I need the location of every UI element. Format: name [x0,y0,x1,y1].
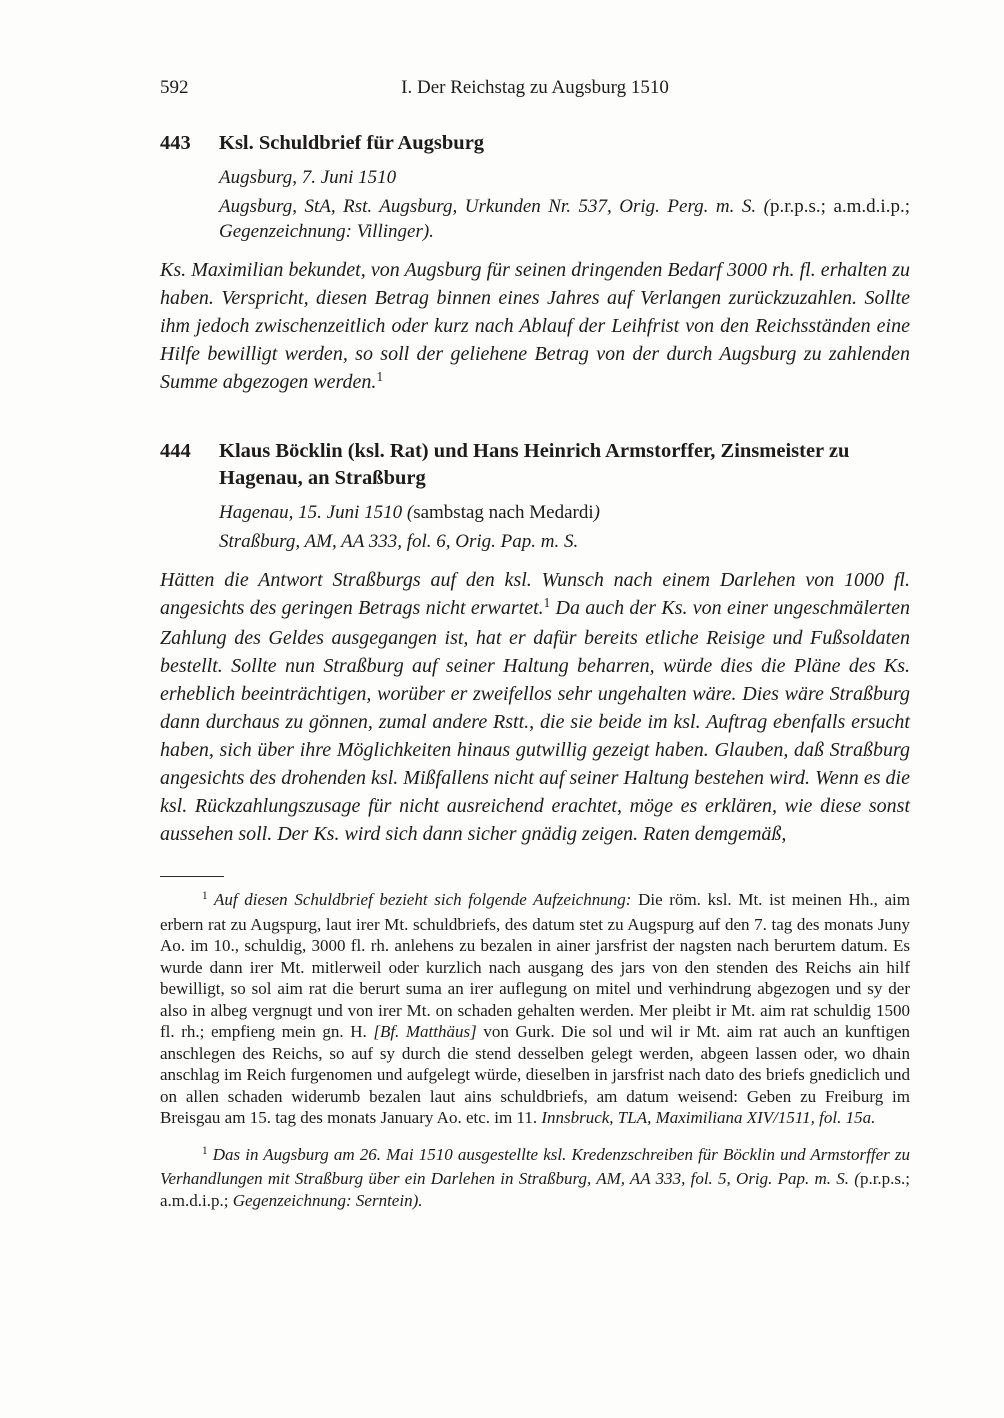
footnote-443-1: $^1$ Auf diesen Schuldbrief bezieht sich folgende Aufzeichnung: Die röm. ksl. Mt. ist meinen Hh., aim erbern rat zu Augspurg, laut irer Mt. schuldbriefs, des datum stet zu Augspurg auf den 7. tag des monats Juny Ao. im 10., schuldig, 3000 fl. rh. anlehens zu bezalen in ainer jarsfrist der nagsten nach berurtem datum. Es wurde dann irer Mt. mitlerweil oder kurzlich nach ausgang des jars von den stenden des Reichs ain hilf bewilligt, so sol aim rat die berurt suma an irer auflegung on mitel und verhindrung abgezogen und sy der also in albeg vergnugt und von irer Mt. on schaden gehalten werden. Mer pleibt ir Mt. aim rat schuldig 1500 fl. rh.; empfieng mein gn. H. [Bf. Matthäus] von Gurk. Die sol und wil ir Mt. aim rat auch an kunftigen anschlegen des Reichs, so auf sy durch die stend desselben gelegt werden, abgeen lassen oder, wo dhain anschlag im Reich furgenomen und aufgelegt würde, dieselben in jarsfrist nach dato des briefs gnediclich und on allen schaden widerumb bezalen laut ains schuldbriefs, am datum weisend: Geben zu Freiburg im Breisgau am 15. tag des monats January Ao. etc. im 11. Innsbruck, TLA, Maximiliana XIV/1511, fol. 15a. [160,890,910,1127]
entry-number: 443 [160,132,191,154]
page-number: 592 [160,77,189,98]
entry-source: Straßburg, AM, AA 333, fol. 6, Orig. Pap. m. S. [219,531,579,552]
page-header [160,76,910,100]
footnote-divider [160,876,224,877]
running-header: I. Der Reichstag zu Augsburg 1510 [401,77,669,98]
entry-source: Augsburg, StA, Rst. Augsburg, Urkunden Nr. 537, Orig. Perg. m. S. (p.r.p.s.; a.m.d.i.p.; Gegenzeichnung: Villinger). [219,196,910,242]
entry-summary: Hätten die Antwort Straßburgs auf den ksl. Wunsch nach einem Darlehen von 1000 fl. angesichts des geringen Betrags nicht erwartet.$^1$ Da auch der Ks. von einer ungeschmälerten Zahlung des Geldes ausgegangen ist, hat er dafür bereits etliche Reisige und Fußsoldaten bestellt. Sollte nun Straßburg auf seiner Haltung beharren, würde dies die Pläne des Ks. erheblich beeinträchtigen, worüber er zweifellos sehr ungehalten wäre. Dies wäre Straßburg dann durchaus zu gönnen, zumal andere Rstt., die sie beide im ksl. Auftrag ebenfalls ersucht haben, sich über ihre Möglichkeiten hinaus gutwillig gezeigt haben. Glauben, daß Straßburg angesichts des drohenden ksl. Mißfallens nicht auf seiner Haltung bestehen wird. Wenn es die ksl. Rückzahlungszusage für nicht ausreichend erachtet, möge es erklären, wie diese sonst aussehen soll. Der Ks. wird sich dann sicher gnädig zeigen. Raten demgemäß, [160,569,910,845]
footnote-444-1: $^1$ Das in Augsburg am 26. Mai 1510 ausgestellte ksl. Kredenzschreiben für Böcklin und Armstorffer zu Verhandlungen mit Straßburg über ein Darlehen in Straßburg, AM, AA 333, fol. 5, Orig. Pap. m. S. (p.r.p.s.; a.m.d.i.p.; Gegenzeichnung: Serntein). [160,1144,910,1210]
entry-summary: Ks. Maximilian bekundet, von Augsburg für seinen dringenden Bedarf 3000 rh. fl. erhalten zu haben. Verspricht, diesen Betrag binnen eines Jahres auf Verlangen zurückzuzahlen. Sollte ihm jedoch zwischenzeitlich oder kurz nach Ablauf der Leihfrist von den Reichsständen eine Hilfe bewilligt werden, so soll der geliehene Betrag von der durch Augsburg zu zahlenden Summe abgezogen werden.$^1$ [160,259,910,393]
entry-title: Klaus Böcklin (ksl. Rat) und Hans Heinrich Armstorffer, Zinsmeister zu Hagenau, an Straßburg [219,440,850,489]
entry-444 [160,438,910,848]
entry-heading [160,438,910,492]
entry-dateline: Hagenau, 15. Juni 1510 (sambstag nach Medardi) [219,502,600,523]
entry-title: Ksl. Schuldbrief für Augsburg [219,132,485,154]
entry-heading [160,130,910,157]
entry-number: 444 [160,440,191,462]
entry-443 [160,130,910,398]
entry-dateline: Augsburg, 7. Juni 1510 [219,167,397,188]
